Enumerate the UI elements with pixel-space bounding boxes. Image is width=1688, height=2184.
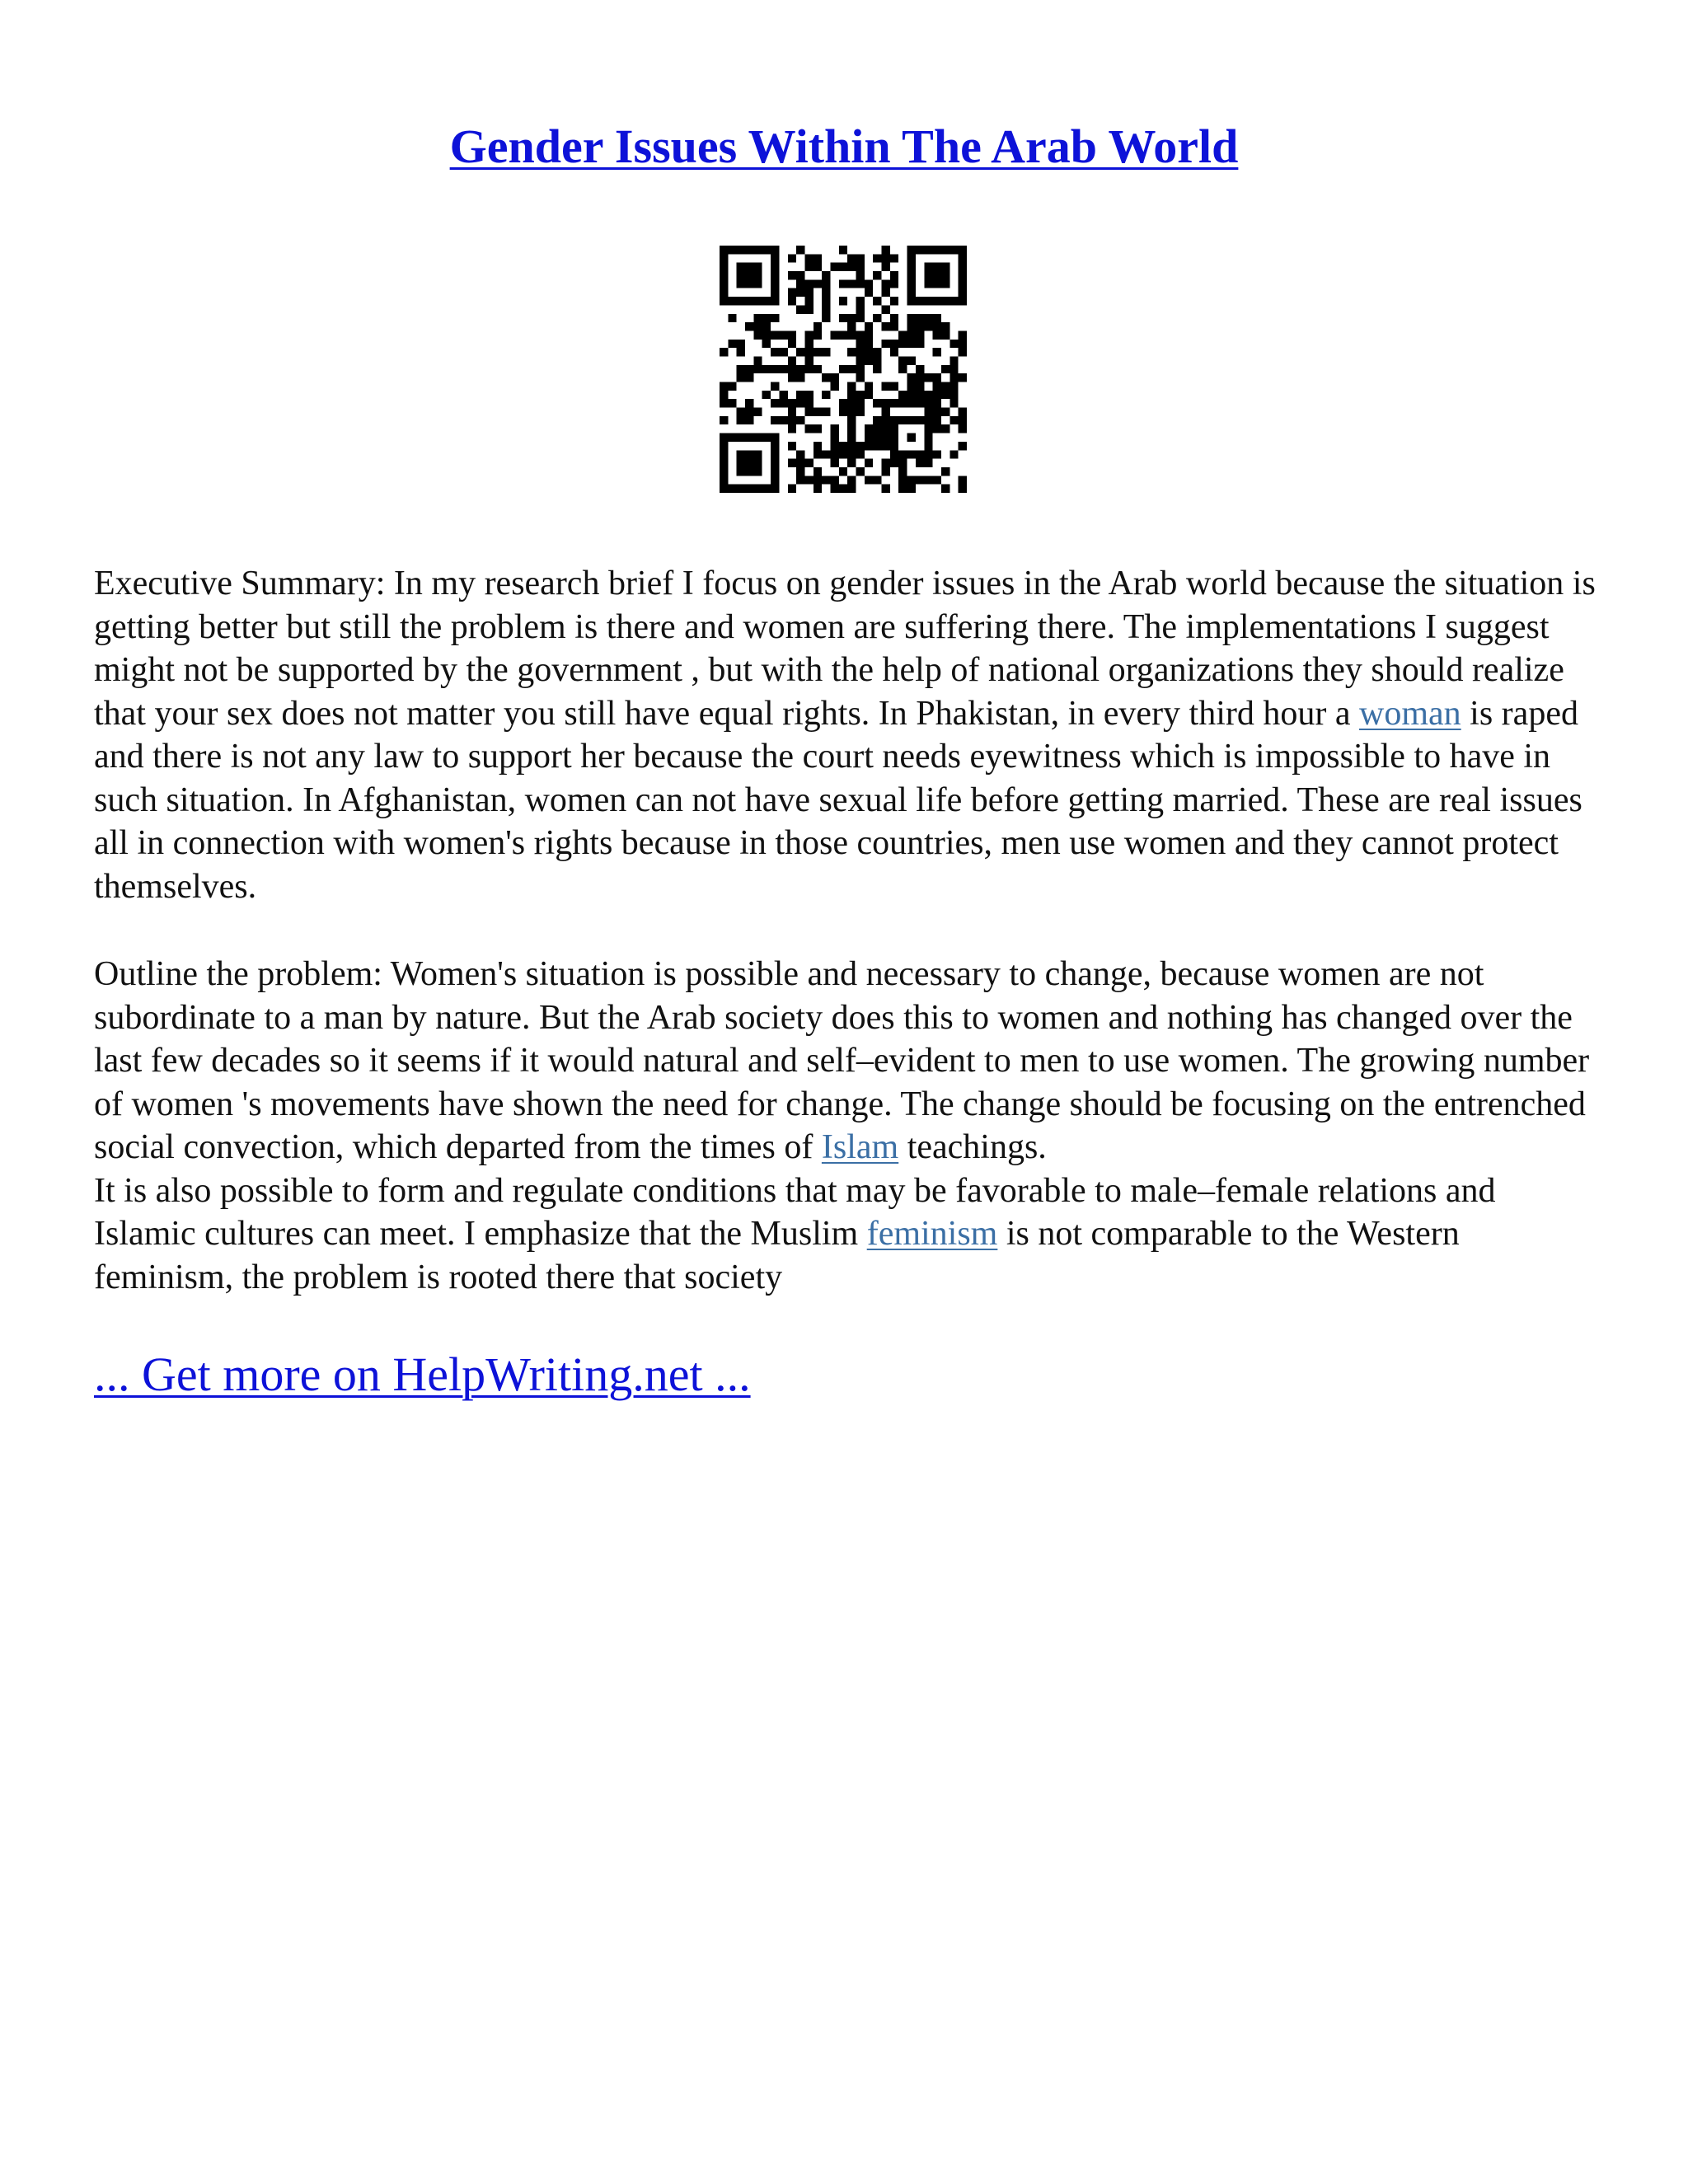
paragraph-text: teachings. — [898, 1128, 1047, 1166]
title-link[interactable]: Gender Issues Within The Arab World — [449, 120, 1239, 173]
paragraph-text: Executive Summary: In my research brief I focus on gender issues in the Arab world because the situation is getting better but still the problem is there and women are suffering there. The implementations I suggest might not be supported by the government , but with the help of national organizations they should realize that your sex does not matter you still have equal rights. In Phakistan, in every third hour a — [94, 565, 1596, 733]
more-link-line — [94, 1342, 751, 1408]
outline-problem-paragraph — [94, 953, 1602, 1299]
executive-summary-paragraph — [94, 562, 1602, 908]
qr-code-icon — [720, 246, 967, 493]
feminism-link[interactable]: feminism — [866, 1215, 998, 1253]
get-more-link[interactable]: ... Get more on HelpWriting.net ... — [94, 1347, 751, 1401]
paragraph-text: Outline the problem: Women's situation is possible and necessary to change, because women are not subordinate to a man by nature. But the Arab society does this to women and nothing has changed over the last few decades so it seems if it would natural and self–evident to men to use women. The growing number of women 's movements have shown the need for change. The change should be focusing on the entrenched social convection, which departed from the times of — [94, 955, 1590, 1166]
islam-link[interactable]: Islam — [821, 1128, 899, 1166]
document-title — [0, 114, 1688, 180]
paragraph-text: is not comparable to the Western feminism, the problem is rooted there that society — [94, 1215, 1460, 1296]
woman-link[interactable]: woman — [1359, 694, 1461, 733]
paragraph-text: It is also possible to form and regulate conditions that may be favorable to male–female relations and Islamic cultures can meet. I emphasize that the Muslim — [94, 1171, 1496, 1253]
paragraph-text: is raped and there is not any law to support her because the court needs eyewitness which is impossible to have in such situation. In Afghanistan, women can not have sexual life before getting married. These are real issues all in connection with women's rights because in those countries, men use women and they cannot protect themselves. — [94, 694, 1582, 906]
